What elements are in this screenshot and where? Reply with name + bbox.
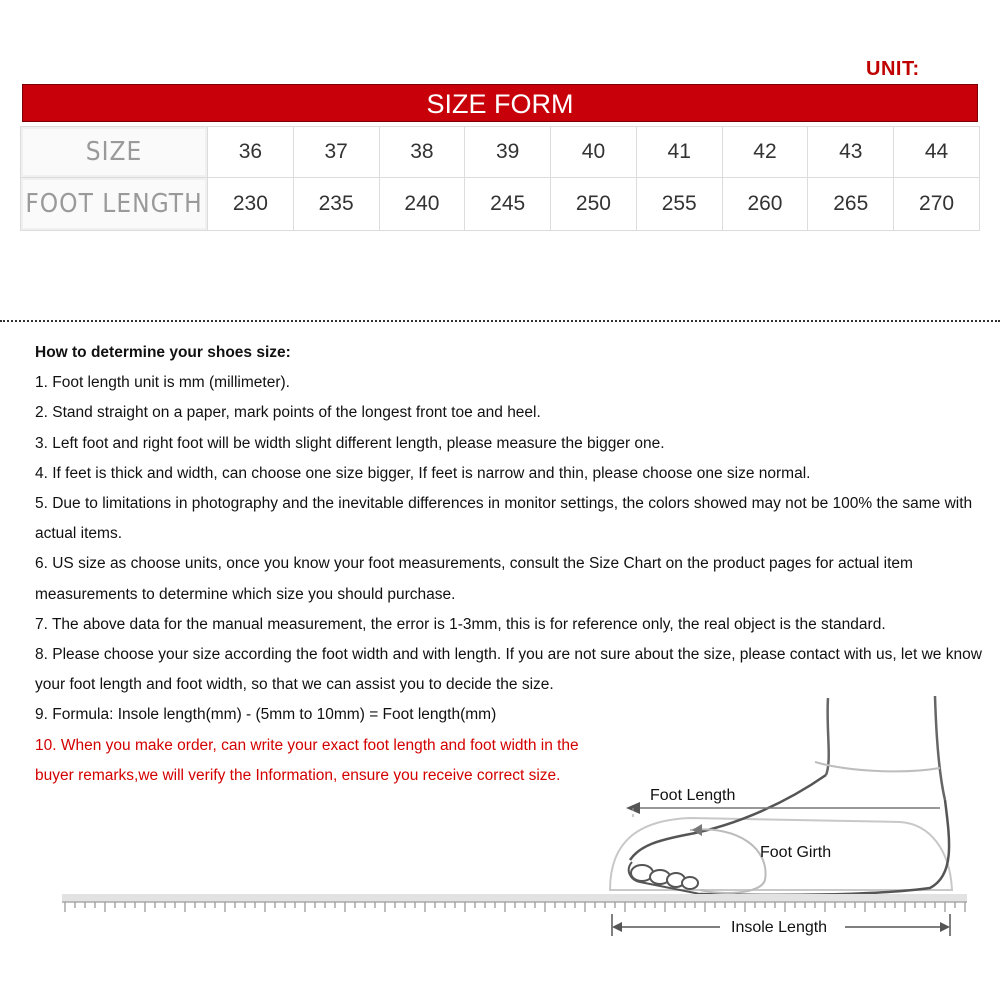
order-note-line: 10. When you make order, can write your exact foot length and foot width in the (35, 736, 579, 754)
foot-length-row (21, 178, 980, 231)
instructions-title: How to determine your shoes size: (35, 344, 291, 361)
size-cell: 42 (722, 127, 808, 178)
foot-length-label: Foot Length (650, 787, 736, 804)
foot-length-cell: 265 (808, 178, 894, 231)
instruction-item: 9. Formula: Insole length(mm) - (5mm to 10mm) = Foot length(mm) (35, 706, 497, 724)
foot-length-cell: 250 (551, 178, 637, 231)
foot-length-cell: 230 (208, 178, 294, 231)
size-cell: 36 (208, 127, 294, 178)
insole-length-label: Insole Length (731, 919, 828, 936)
instruction-item: 6. US size as choose units, once you know your foot measurements, consult the Size Chart on the product pages for actual item measurements to determine which size you should purchase. (35, 555, 913, 603)
instruction-item: 1. Foot length unit is mm (millimeter). (35, 374, 290, 392)
size-cell: 40 (551, 127, 637, 178)
dotted-divider (0, 320, 1000, 322)
size-form-header: SIZE FORM (22, 84, 978, 122)
instruction-item: 7. The above data for the manual measurement, the error is 1-3mm, this is for reference only, the real object is the standard. (35, 615, 886, 633)
order-note-line: buyer remarks,we will verify the Information, ensure you receive correct size. (35, 766, 561, 784)
size-row-label: SIZE (21, 127, 208, 178)
instruction-item: 2. Stand straight on a paper, mark points of the longest front toe and heel. (35, 404, 541, 422)
size-cell: 43 (808, 127, 894, 178)
foot-girth-label: Foot Girth (760, 844, 832, 861)
instruction-item: 5. Due to limitations in photography and the inevitable differences in monitor settings, the colors showed may not be 100% the same with actual items. (35, 495, 973, 543)
foot-length-cell: 235 (293, 178, 379, 231)
foot-length-cell: 270 (894, 178, 980, 231)
size-cell: 37 (293, 127, 379, 178)
size-table (20, 126, 980, 231)
size-cell: 38 (379, 127, 465, 178)
instruction-item: 3. Left foot and right foot will be width slight different length, please measure the bigger one. (35, 434, 665, 452)
foot-measurement-diagram (0, 690, 1000, 1000)
size-cell: 44 (894, 127, 980, 178)
foot-length-cell: 240 (379, 178, 465, 231)
unit-label: UNIT: (866, 58, 920, 80)
size-cell: 41 (636, 127, 722, 178)
foot-length-cell: 260 (722, 178, 808, 231)
instruction-item: 4. If feet is thick and width, can choose one size bigger, If feet is narrow and thin, please choose one size normal. (35, 464, 811, 482)
foot-length-cell: 245 (465, 178, 551, 231)
size-cell: 39 (465, 127, 551, 178)
instruction-item: 8. Please choose your size according the foot width and with length. If you are not sure about the size, please contact with us, let we know your foot length and foot width, so that we can assist you to decide the size. (35, 646, 982, 694)
foot-length-row-label: FOOT LENGTH (21, 178, 208, 231)
foot-length-cell: 255 (636, 178, 722, 231)
foot-illustration (0, 690, 1000, 1000)
size-row (21, 127, 980, 178)
